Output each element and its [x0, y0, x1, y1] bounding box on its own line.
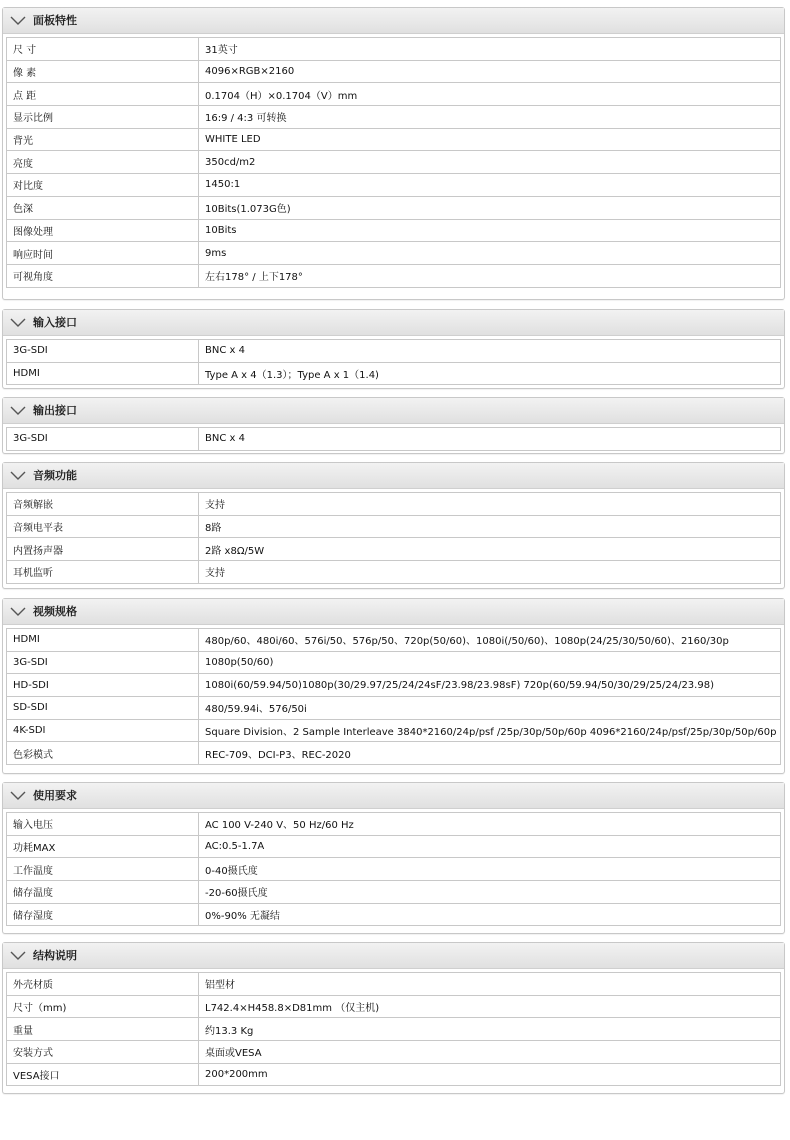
spec-value: Type A x 4（1.3）；Type A x 1（1.4) [199, 362, 781, 385]
spec-value: 1080p(50/60) [199, 651, 781, 674]
chevron-down-icon[interactable] [10, 469, 26, 481]
spec-value: 铝型材 [199, 973, 781, 996]
spec-label: 输入电压 [7, 813, 199, 836]
spec-row [7, 881, 781, 904]
chevron-down-icon[interactable] [10, 316, 26, 328]
spec-value: 约13.3 Kg [199, 1018, 781, 1041]
spec-row [7, 973, 781, 996]
spec-label: 工作温度 [7, 858, 199, 881]
spec-row [7, 903, 781, 926]
spec-row [7, 428, 781, 451]
spec-row [7, 651, 781, 674]
spec-value: 16:9 / 4:3 可转换 [199, 106, 781, 129]
spec-row [7, 128, 781, 151]
spec-label: 响应时间 [7, 242, 199, 265]
spec-row [7, 995, 781, 1018]
spec-label: SD-SDI [7, 697, 199, 720]
chevron-down-icon[interactable] [10, 404, 26, 416]
spec-label: HD-SDI [7, 674, 199, 697]
spec-row [7, 174, 781, 197]
spec-row [7, 340, 781, 363]
spec-label: 3G-SDI [7, 651, 199, 674]
spec-label: 音频电平表 [7, 515, 199, 538]
section-title: 输出接口 [33, 404, 77, 417]
spec-row [7, 1018, 781, 1041]
spec-label: 色彩模式 [7, 742, 199, 765]
spec-row [7, 493, 781, 516]
section-structure [2, 942, 785, 1094]
spec-label: HDMI [7, 629, 199, 652]
spec-value: Square Division、2 Sample Interleave 3840*2160/24p/psf /25p/30p/50p/60p 4096*2160/24p/psf/25p/30p/50p/60p [199, 719, 781, 742]
spec-row [7, 835, 781, 858]
section-title: 面板特性 [33, 14, 77, 27]
spec-value: AC:0.5-1.7A [199, 835, 781, 858]
spec-label: 安装方式 [7, 1041, 199, 1064]
section-output-ports [2, 397, 785, 454]
spec-label: 尺寸（mm) [7, 995, 199, 1018]
section-video-specs [2, 598, 785, 774]
spec-label: 图像处理 [7, 219, 199, 242]
spec-row [7, 83, 781, 106]
spec-row [7, 515, 781, 538]
spec-label: 3G-SDI [7, 340, 199, 363]
spec-row [7, 362, 781, 385]
section-title: 使用要求 [33, 789, 77, 802]
spec-row [7, 242, 781, 265]
chevron-down-icon[interactable] [10, 949, 26, 961]
spec-table-wrap [6, 972, 781, 1086]
spec-label: 尺 寸 [7, 38, 199, 61]
spec-label: 储存湿度 [7, 903, 199, 926]
section-input-ports [2, 309, 785, 389]
spec-value: 1080i(60/59.94/50)1080p(30/29.97/25/24/24sF/23.98/23.98sF) 720p(60/59.94/50/30/29/25/24/23.98) [199, 674, 781, 697]
section-audio [2, 462, 785, 589]
spec-label: 储存温度 [7, 881, 199, 904]
spec-table [6, 339, 781, 385]
spec-value: WHITE LED [199, 128, 781, 151]
spec-row [7, 719, 781, 742]
spec-table-wrap [6, 628, 781, 765]
spec-value: 左右178° / 上下178° [199, 264, 781, 287]
spec-label: 外壳材质 [7, 973, 199, 996]
chevron-down-icon[interactable] [10, 605, 26, 617]
spec-table-wrap [6, 37, 781, 288]
spec-row [7, 1063, 781, 1086]
spec-label: HDMI [7, 362, 199, 385]
chevron-down-icon[interactable] [10, 789, 26, 801]
spec-table-wrap [6, 812, 781, 926]
spec-label: 亮度 [7, 151, 199, 174]
spec-value: 350cd/m2 [199, 151, 781, 174]
spec-row [7, 813, 781, 836]
spec-value: BNC x 4 [199, 428, 781, 451]
spec-label: 色深 [7, 196, 199, 219]
section-title: 音频功能 [33, 469, 77, 482]
spec-value: BNC x 4 [199, 340, 781, 363]
spec-value: 31英寸 [199, 38, 781, 61]
section-panel-features [2, 7, 785, 300]
spec-value: AC 100 V-240 V、50 Hz/60 Hz [199, 813, 781, 836]
spec-value: 0%-90% 无凝结 [199, 903, 781, 926]
section-header[interactable] [3, 8, 784, 34]
spec-row [7, 264, 781, 287]
spec-label: VESA接口 [7, 1063, 199, 1086]
spec-table [6, 427, 781, 451]
spec-label: 耳机监听 [7, 561, 199, 584]
spec-row [7, 742, 781, 765]
spec-table [6, 972, 781, 1086]
spec-value: 480p/60、480i/60、576i/50、576p/50、720p(50/60)、1080i(/50/60)、1080p(24/25/30/50/60)、2160/30p [199, 629, 781, 652]
spec-value: L742.4×H458.8×D81mm （仅主机) [199, 995, 781, 1018]
spec-row [7, 151, 781, 174]
spec-row [7, 561, 781, 584]
spec-label: 对比度 [7, 174, 199, 197]
spec-label: 点 距 [7, 83, 199, 106]
spec-row [7, 38, 781, 61]
spec-row [7, 697, 781, 720]
spec-label: 显示比例 [7, 106, 199, 129]
spec-value: -20-60摄氏度 [199, 881, 781, 904]
spec-row [7, 106, 781, 129]
spec-label: 3G-SDI [7, 428, 199, 451]
spec-value: 1450:1 [199, 174, 781, 197]
spec-label: 重量 [7, 1018, 199, 1041]
spec-table [6, 628, 781, 765]
spec-value: 4096×RGB×2160 [199, 60, 781, 83]
section-title: 结构说明 [33, 949, 77, 962]
spec-value: 8路 [199, 515, 781, 538]
section-header[interactable] [3, 783, 784, 809]
spec-table [6, 37, 781, 288]
spec-value: REC-709、DCI-P3、REC-2020 [199, 742, 781, 765]
spec-value: 10Bits [199, 219, 781, 242]
spec-row [7, 1041, 781, 1064]
spec-label: 功耗MAX [7, 835, 199, 858]
spec-value: 10Bits(1.073G色) [199, 196, 781, 219]
spec-value: 0-40摄氏度 [199, 858, 781, 881]
spec-label: 内置扬声器 [7, 538, 199, 561]
spec-table [6, 812, 781, 926]
spec-value: 200*200mm [199, 1063, 781, 1086]
section-title: 输入接口 [33, 316, 77, 329]
section-title: 视频规格 [33, 605, 77, 618]
spec-row [7, 858, 781, 881]
spec-row [7, 196, 781, 219]
spec-label: 音频解嵌 [7, 493, 199, 516]
spec-row [7, 538, 781, 561]
spec-table [6, 492, 781, 584]
section-header[interactable] [3, 398, 784, 424]
spec-table-wrap [6, 427, 781, 451]
spec-value: 2路 x8Ω/5W [199, 538, 781, 561]
section-header[interactable] [3, 943, 784, 969]
section-header[interactable] [3, 310, 784, 336]
spec-value: 支持 [199, 493, 781, 516]
spec-table-wrap [6, 339, 781, 385]
spec-row [7, 219, 781, 242]
spec-value: 480/59.94i、576/50i [199, 697, 781, 720]
section-header[interactable] [3, 463, 784, 489]
section-header[interactable] [3, 599, 784, 625]
spec-row [7, 629, 781, 652]
chevron-down-icon[interactable] [10, 14, 26, 26]
spec-label: 4K-SDI [7, 719, 199, 742]
spec-row [7, 674, 781, 697]
spec-label: 像 素 [7, 60, 199, 83]
section-operating-requirements [2, 782, 785, 934]
spec-label: 背光 [7, 128, 199, 151]
spec-table-wrap [6, 492, 781, 584]
spec-value: 0.1704（H）×0.1704（V）mm [199, 83, 781, 106]
spec-label: 可视角度 [7, 264, 199, 287]
spec-value: 桌面或VESA [199, 1041, 781, 1064]
spec-value: 9ms [199, 242, 781, 265]
spec-value: 支持 [199, 561, 781, 584]
spec-row [7, 60, 781, 83]
